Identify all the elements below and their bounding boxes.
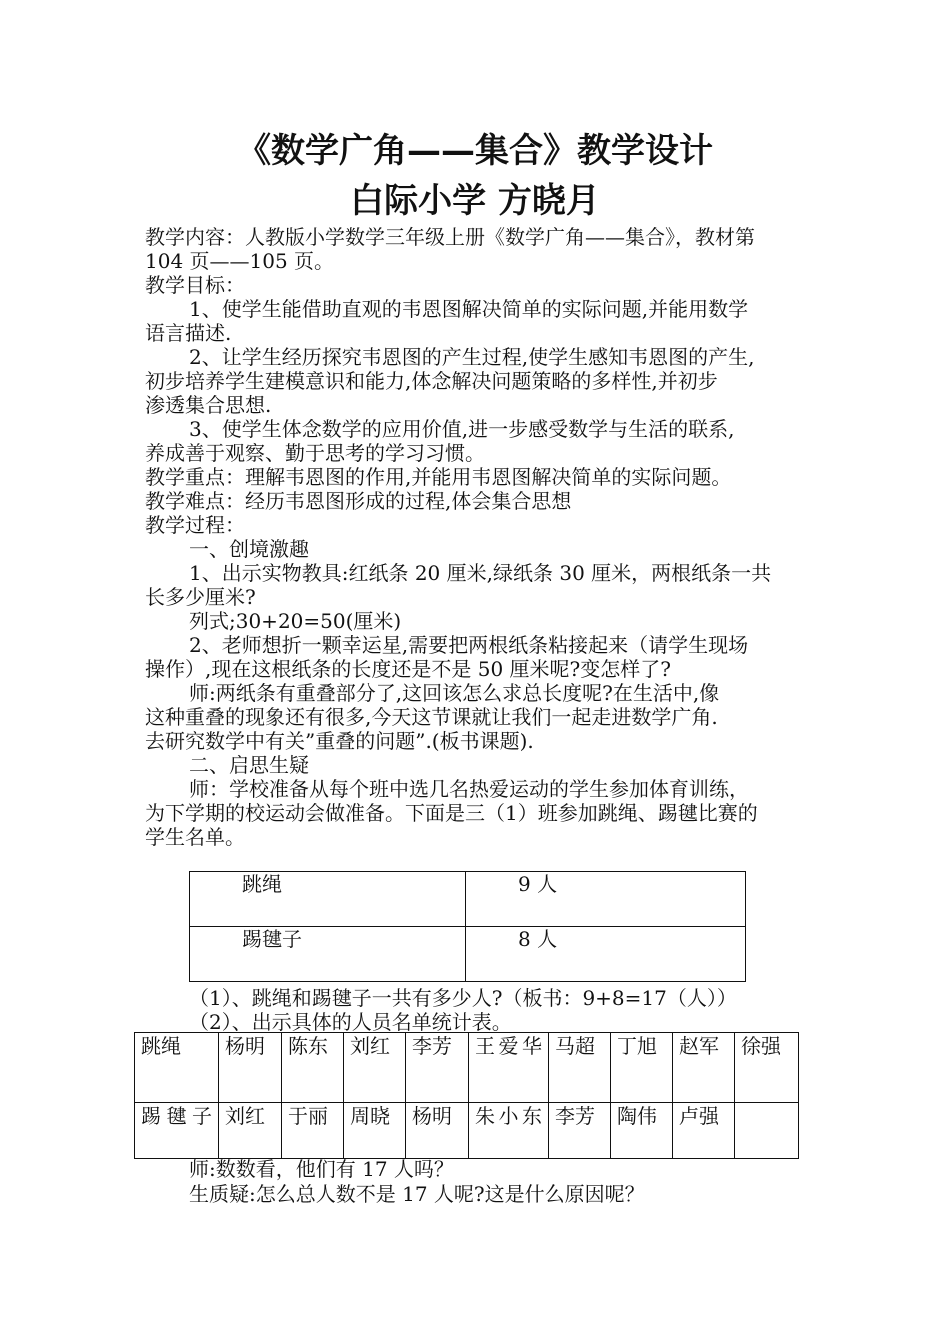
body-line: 教学过程： — [145, 513, 245, 537]
activity-label-cell: 跳绳 — [135, 1033, 219, 1103]
question-1: （1）、跳绳和踢毽子一共有多少人?（板书：9+8=17（人）） — [189, 986, 737, 1010]
body-line: 二、启思生疑 — [189, 753, 309, 777]
body-line: 这种重叠的现象还有很多,今天这节课就让我们一起走进数学广角. — [145, 705, 718, 729]
body-line: 教学难点：经历韦恩图形成的过程,体会集合思想 — [145, 489, 572, 513]
student-name-cell: 卢强 — [673, 1103, 735, 1159]
student-name-cell: 王爱华 — [469, 1033, 549, 1103]
student-name-cell: 杨明 — [406, 1103, 469, 1159]
student-name-cell: 朱小东 — [469, 1103, 549, 1159]
body-line: 列式;30+20=50(厘米) — [189, 609, 402, 633]
body-line: 教学目标： — [145, 273, 245, 297]
body-line: 3、使学生体念数学的应用价值,进一步感受数学与生活的联系, — [189, 417, 735, 441]
question-2: （2）、出示具体的人员名单统计表。 — [189, 1010, 512, 1034]
student-name-cell: 丁旭 — [611, 1033, 673, 1103]
student-name-cell: 徐强 — [735, 1033, 799, 1103]
activity-count-table — [189, 871, 746, 982]
table-row — [190, 927, 746, 982]
table-row — [135, 1103, 799, 1159]
body-line: 操作）,现在这根纸条的长度还是不是 50 厘米呢?变怎样了? — [145, 657, 671, 681]
student-name-cell: 杨明 — [219, 1033, 282, 1103]
body-line: 2、让学生经历探究韦恩图的产生过程,使学生感知韦恩图的产生, — [189, 345, 755, 369]
body-line: 104 页——105 页。 — [145, 249, 335, 273]
body-line: 为下学期的校运动会做准备。下面是三（1）班参加跳绳、踢毽比赛的 — [145, 801, 758, 825]
student-name-cell: 赵军 — [673, 1033, 735, 1103]
body-line: 教学重点：理解韦恩图的作用,并能用韦恩图解决简单的实际问题。 — [145, 465, 732, 489]
student-name-cell: 陶伟 — [611, 1103, 673, 1159]
student-name-cell: 周晓 — [344, 1103, 406, 1159]
student-name-cell: 于丽 — [282, 1103, 344, 1159]
body-line: 教学内容：人教版小学数学三年级上册《数学广角——集合》，教材第 — [145, 225, 755, 249]
body-line: 养成善于观察、勤于思考的学习习惯。 — [145, 441, 485, 465]
body-line: 师：学校准备从每个班中选几名热爱运动的学生参加体育训练， — [189, 777, 749, 801]
activity-label-cell: 踢毽子 — [135, 1103, 219, 1159]
body-line: 1、使学生能借助直观的韦恩图解决简单的实际问题,并能用数学 — [189, 297, 749, 321]
table-row — [135, 1033, 799, 1103]
activity-cell: 踢毽子 — [190, 927, 466, 982]
body-line: 语言描述. — [145, 321, 232, 345]
body-line: 1、出示实物教具:红纸条 20 厘米,绿纸条 30 厘米，两根纸条一共 — [189, 561, 772, 585]
document-body — [145, 225, 805, 849]
student-question: 生质疑:怎么总人数不是 17 人呢?这是什么原因呢？ — [189, 1182, 645, 1206]
body-line: 师:两纸条有重叠部分了,这回该怎么求总长度呢?在生活中,像 — [189, 681, 720, 705]
student-name-cell: 刘红 — [219, 1103, 282, 1159]
teacher-question: 师:数数看，他们有 17 人吗？ — [189, 1157, 454, 1181]
student-name-cell — [735, 1103, 799, 1159]
body-line: 去研究数学中有关”重叠的问题”.(板书课题). — [145, 729, 534, 753]
body-line: 渗透集合思想. — [145, 393, 272, 417]
student-name-cell: 陈东 — [282, 1033, 344, 1103]
table-row — [190, 872, 746, 927]
body-line: 2、老师想折一颗幸运星,需要把两根纸条粘接起来（请学生现场 — [189, 633, 749, 657]
student-roster-table — [134, 1032, 799, 1159]
body-line: 一、创境激趣 — [189, 537, 309, 561]
count-cell: 9 人 — [466, 872, 746, 927]
body-line: 初步培养学生建模意识和能力,体念解决问题策略的多样性,并初步 — [145, 369, 718, 393]
student-name-cell: 李芳 — [549, 1103, 611, 1159]
count-cell: 8 人 — [466, 927, 746, 982]
student-name-cell: 刘红 — [344, 1033, 406, 1103]
activity-cell: 跳绳 — [190, 872, 466, 927]
document-title: 《数学广角——集合》教学设计 — [237, 131, 713, 171]
student-name-cell: 李芳 — [406, 1033, 469, 1103]
body-line: 长多少厘米? — [145, 585, 256, 609]
student-name-cell: 马超 — [549, 1033, 611, 1103]
author-line: 白际小学 方晓月 — [350, 181, 600, 221]
body-line: 学生名单。 — [145, 825, 245, 849]
